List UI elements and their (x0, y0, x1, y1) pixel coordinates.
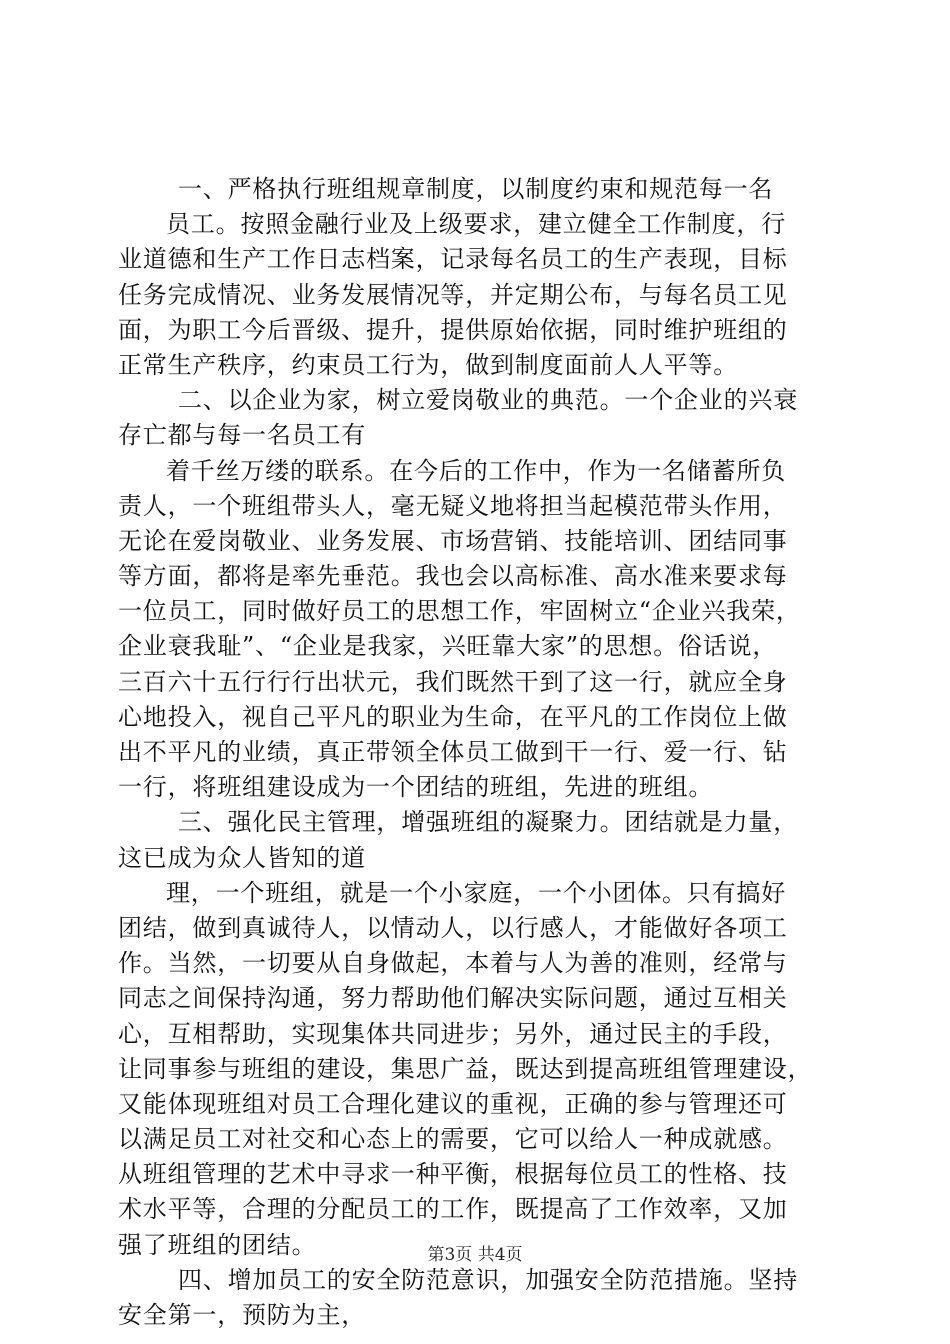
text-line: 一、严格执行班组规章制度，以制度约束和规范每一名 (178, 175, 774, 203)
text-line: 心地投入，视自己平凡的职业为生命，在平凡的工作岗位上做 (118, 702, 788, 731)
text-line: 又能体现班组对员工合理化建议的重视，正确的参与管理还可 (118, 1089, 788, 1118)
text-line: 从班组管理的艺术中寻求一种平衡，根据每位员工的性格、技 (118, 1160, 788, 1189)
text-line: 强了班组的团结。 (118, 1230, 317, 1259)
page-footer: 第3页 共4页 (427, 1245, 523, 1265)
text-line: 这已成为众人皆知的道 (118, 843, 366, 872)
text-line: 三、强化民主管理，增强班组的凝聚力。团结就是力量， (178, 808, 798, 837)
text-line: 面，为职工今后晋级、提升，提供原始依据，同时维护班组的 (118, 315, 788, 344)
text-line: 团结，做到真诚待人，以情动人，以行感人，才能做好各项工 (118, 913, 788, 942)
text-line: 四、增加员工的安全防范意识，加强安全防范措施。坚持 (178, 1265, 798, 1294)
text-line: 作。当然，一切要从自身做起，本着与人为善的准则，经常与 (118, 949, 788, 978)
text-line: 三百六十五行行行出状元，我们既然干到了这一行，就应全身 (118, 667, 788, 696)
text-line: 企业衰我耻”、“企业是我家，兴旺靠大家”的思想。俗话说， (118, 632, 778, 661)
text-line: 等方面，都将是率先垂范。我也会以高标准、高水准来要求每 (118, 562, 788, 591)
text-line: 责人，一个班组带头人，毫无疑义地将担当起模范带头作用， (118, 491, 788, 520)
text-line: 让同事参与班组的建设，集思广益，既达到提高班组管理建设， (118, 1054, 813, 1083)
document-body (118, 172, 838, 1333)
text-line: 着千丝万缕的联系。在今后的工作中，作为一名储蓄所负 (166, 456, 786, 485)
text-line: 二、以企业为家，树立爱岗敬业的典范。一个企业的兴衰 (178, 386, 798, 415)
text-line: 同志之间保持沟通，努力帮助他们解决实际问题，通过互相关 (118, 984, 788, 1013)
text-line: 存亡都与每一名员工有 (118, 421, 366, 450)
text-line: 任务完成情况、业务发展情况等，并定期公布，与每名员工见 (118, 280, 788, 309)
text-line: 理，一个班组，就是一个小家庭，一个小团体。只有搞好 (166, 878, 786, 907)
text-line: 无论在爱岗敬业、业务发展、市场营销、技能培训、团结同事 (118, 526, 788, 555)
text-line: 正常生产秩序，约束员工行为，做到制度面前人人平等。 (118, 350, 738, 379)
text-line: 业道德和生产工作日志档案，记录每名员工的生产表现，目标 (118, 245, 788, 274)
text-line: 一位员工，同时做好员工的思想工作，牢固树立“企业兴我荣， (118, 597, 801, 626)
text-line: 员工。按照金融行业及上级要求，建立健全工作制度，行 (166, 210, 786, 239)
text-line: 出不平凡的业绩，真正带领全体员工做到干一行、爱一行、钻 (118, 738, 788, 766)
text-line: 术水平等，合理的分配员工的工作，既提高了工作效率，又加 (118, 1195, 788, 1224)
text-line: 心，互相帮助，实现集体共同进步；另外，通过民主的手段， (118, 1019, 788, 1048)
text-line: 安全第一，预防为主， (118, 1301, 366, 1329)
text-line: 一行，将班组建设成为一个团结的班组，先进的班组。 (118, 773, 714, 802)
text-line: 以满足员工对社交和心态上的需要，它可以给人一种成就感。 (118, 1125, 788, 1154)
